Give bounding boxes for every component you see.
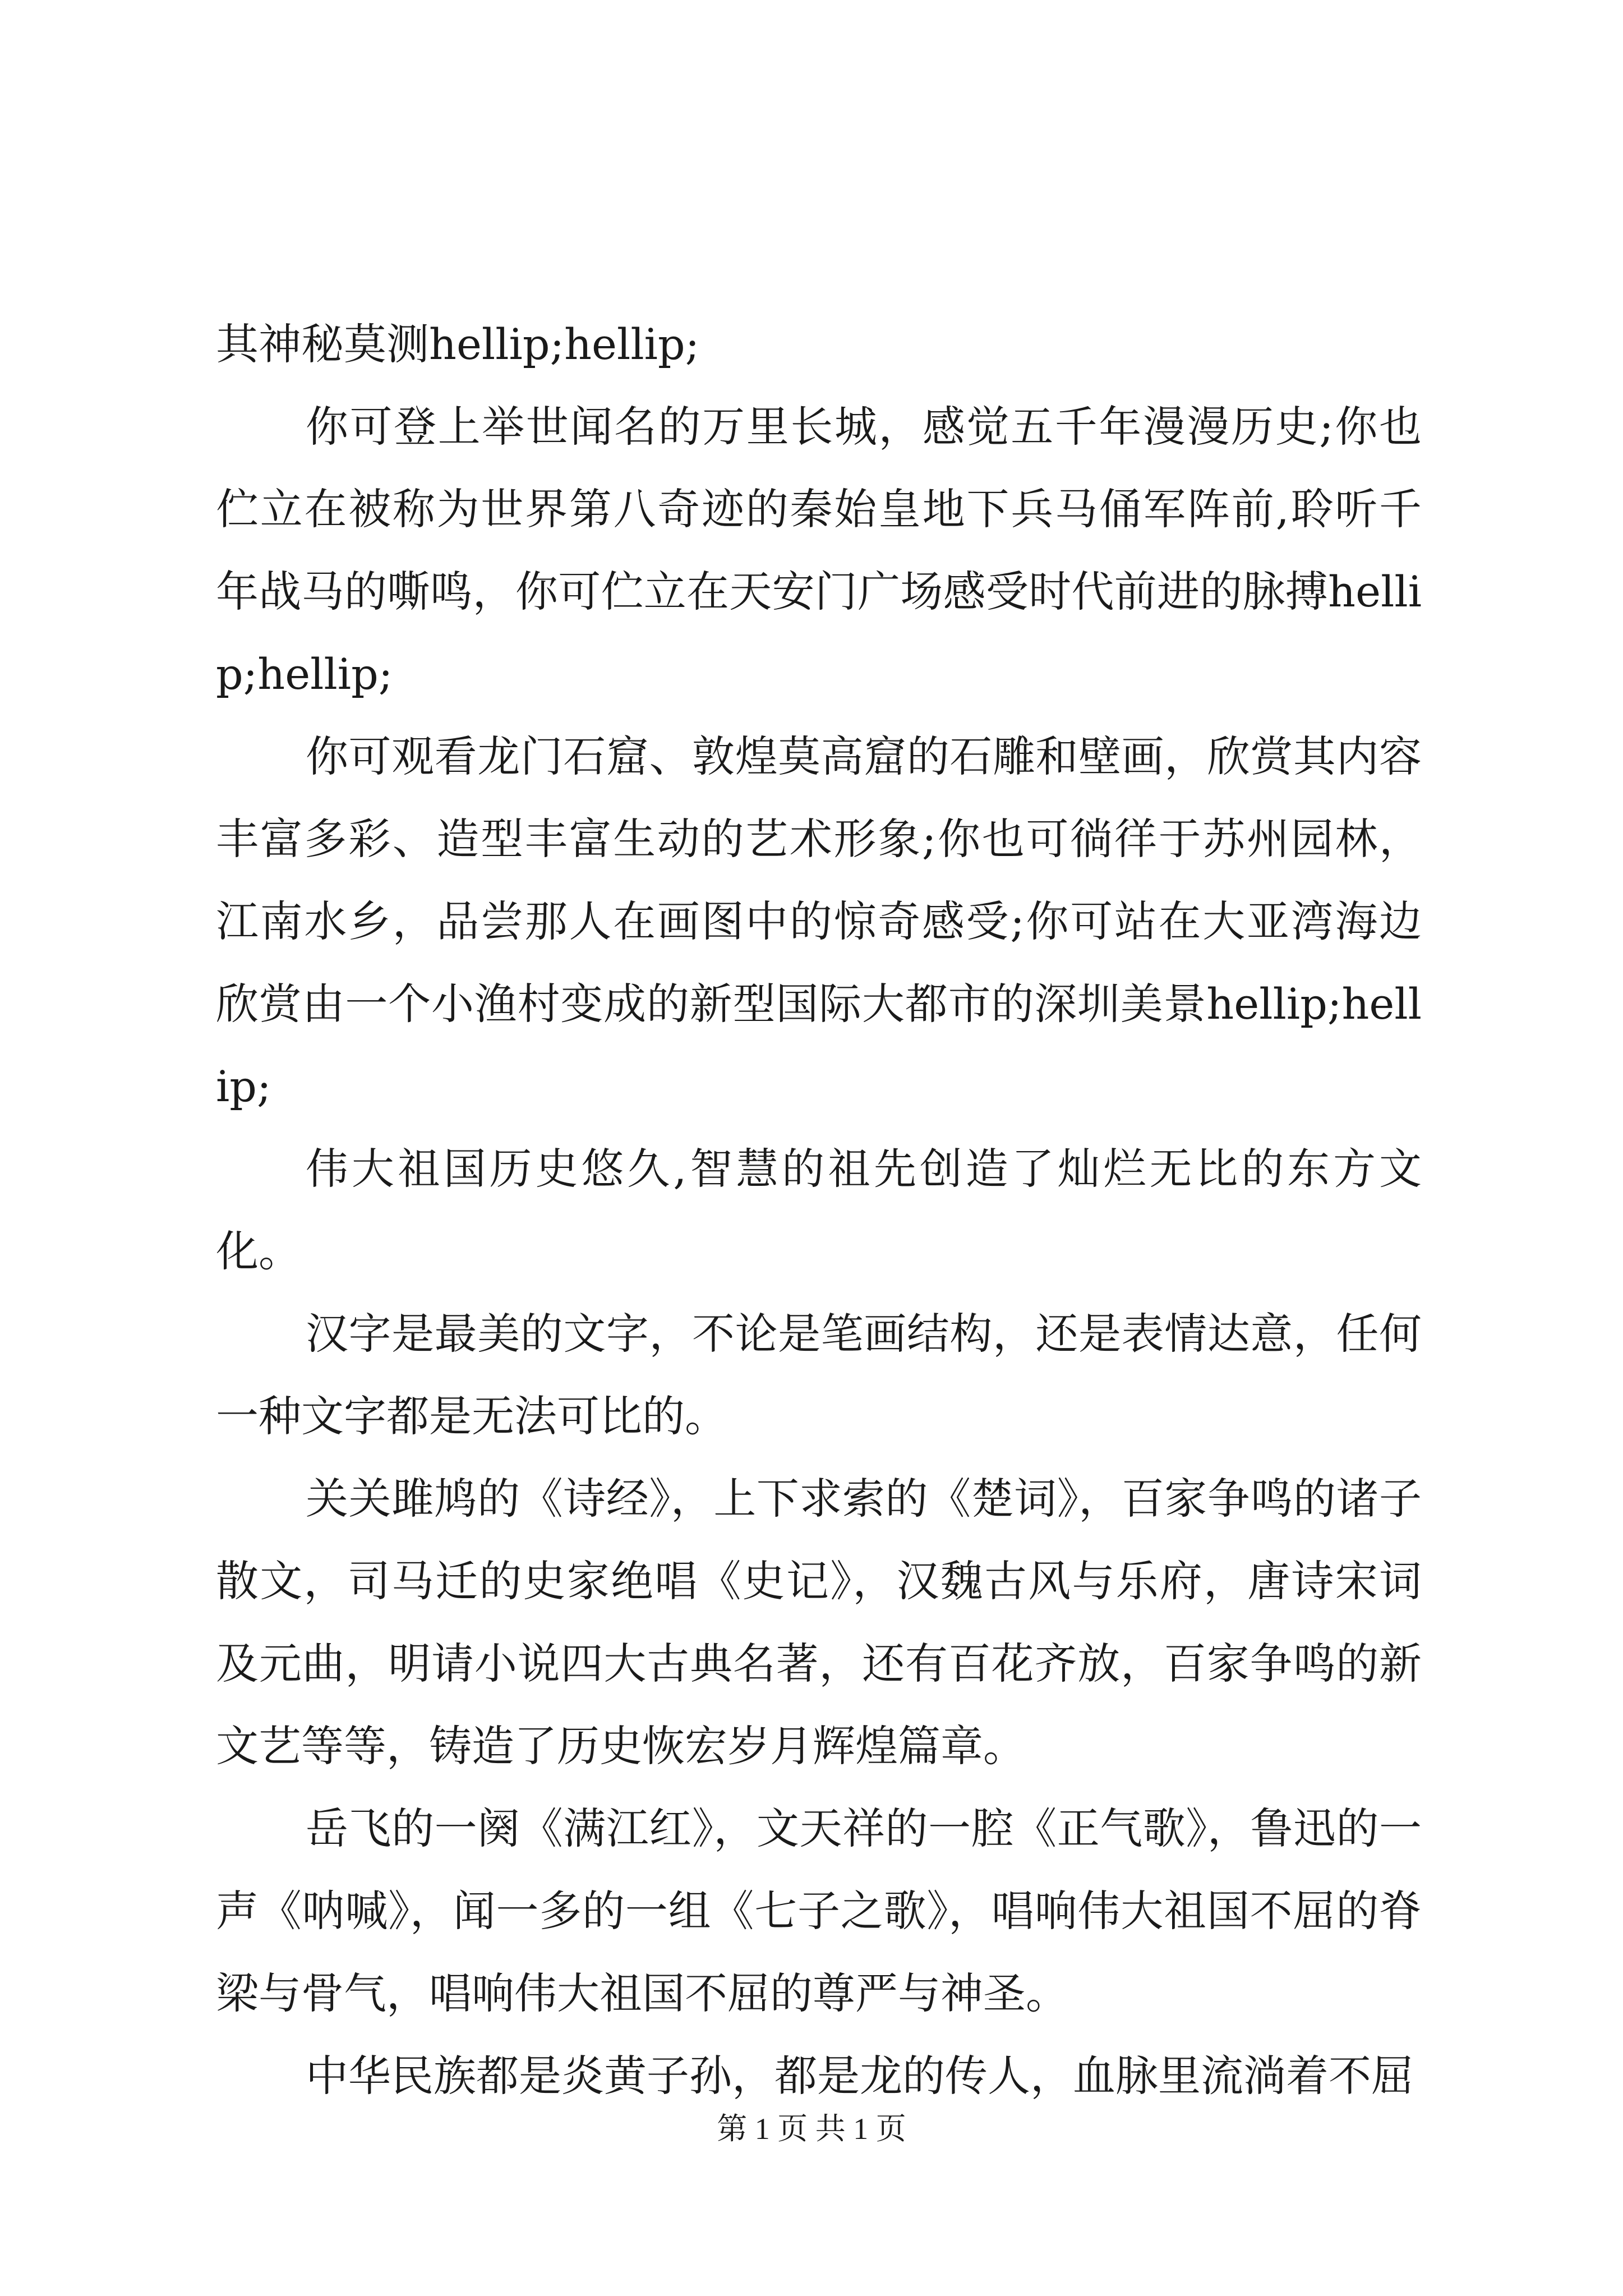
- paragraph-8: 中华民族都是炎黄子孙，都是龙的传人，血脉里流淌着不屈: [306, 2051, 1414, 2101]
- paragraph-6: 关关雎鸠的《诗经》，上下求索的《楚词》，百家争鸣的诸子散文，司马迁的史家绝唱《史记》，汉魏古风与乐府，唐诗宋词及元曲，明请小说四大古典名著，还有百花齐放，百家争鸣的新文艺等等，铸造了历史恢宏岁月辉煌篇章。: [216, 1474, 1422, 1771]
- paragraph-5: 汉字是最美的文字，不论是笔画结构，还是表情达意，任何一种文字都是无法可比的。: [216, 1309, 1422, 1441]
- paragraph-1: 其神秘莫测hellip;hellip;: [216, 319, 700, 369]
- document-body: [216, 303, 1422, 2117]
- paragraph-3: 你可观看龙门石窟、敦煌莫高窟的石雕和壁画，欣赏其内容丰富多彩、造型丰富生动的艺术形象;你也可徜徉于苏州园林，江南水乡，品尝那人在画图中的惊奇感受;你可站在大亚湾海边欣赏由一个小渔村变成的新型国际大都市的深圳美景hellip;hellip;: [216, 731, 1422, 1111]
- paragraph-4: 伟大祖国历史悠久,智慧的祖先创造了灿烂无比的东方文化。: [216, 1144, 1422, 1276]
- paragraph-7: 岳飞的一阕《满江红》，文天祥的一腔《正气歌》，鲁迅的一声《呐喊》，闻一多的一组《七子之歌》，唱响伟大祖国不屈的脊梁与骨气，唱响伟大祖国不屈的尊严与神圣。: [216, 1803, 1422, 2018]
- page-footer: 第 1 页 共 1 页: [717, 2112, 906, 2146]
- paragraph-2: 你可登上举世闻名的万里长城，感觉五千年漫漫历史;你也伫立在被称为世界第八奇迹的秦始皇地下兵马俑军阵前,聆听千年战马的嘶鸣，你可伫立在天安门广场感受时代前进的脉搏hellip;hellip;: [216, 402, 1422, 699]
